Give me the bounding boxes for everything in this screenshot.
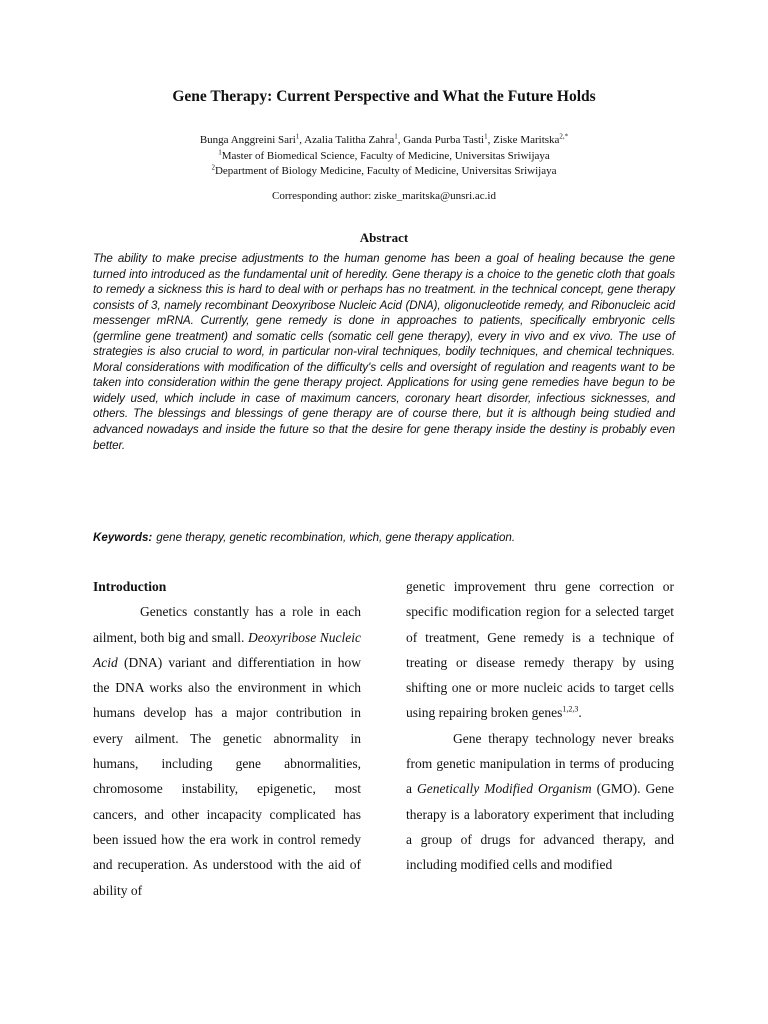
author-name: Ziske Maritska bbox=[493, 134, 560, 146]
author-name: Ganda Purba Tasti bbox=[403, 134, 485, 146]
abstract-text: The ability to make precise adjustments to the human genome has been a goal of healing because the gene turned into introduced as the fundamental unit of heredity. Gene therapy is a choice to the genetic cloth that goals to remedy a sickness this is hard to deal with or perhaps has no treatment. in the technical concept, gene therapy consists of 3, namely recombinant Deoxyribose Nucleic Acid (DNA), oligonucleotide remedy, and Ribonucleic acid messenger mRNA. Currently, gene remedy is done in approaches to patients, specifically embryonic cells (germline gene treatment) and somatic cells (somatic cell gene therapy), every in vivo and ex vivo. The use of strategies is also crucial to word, in particular non-viral techniques, bodily techniques, and chemical techniques. Moral considerations with modification of the difficulty's cells and oversight of regulation and reagents want to be taken into consideration within the gene therapy project. Applications for using gene remedies have begun to be widely used, which include in case of maximum cancers, coronary heart disorder, infectious sicknesses, and others. The blessings and blessings of gene therapy are of course there, but it is although being studied and advanced nowadays and inside the future so that the desire for gene therapy inside the destiny is probably even better. bbox=[93, 252, 675, 452]
paragraph-text: Gene therapy technology never breaks from genetic manipulation in terms of producing a bbox=[406, 730, 674, 797]
affiliation-text: Department of Biology Medicine, Faculty of Medicine, Universitas Sriwijaya bbox=[214, 165, 557, 177]
continued-paragraph bbox=[406, 574, 674, 726]
author-affiliation-mark: 1 bbox=[484, 132, 488, 141]
affiliation-mark: 1 bbox=[218, 147, 222, 156]
paragraph-text: (GMO). Gene therapy is a laboratory experiment that including a group of drugs for advanced therapy, and including modified cells and modified bbox=[406, 781, 674, 873]
abstract-heading: Abstract bbox=[359, 230, 409, 245]
keywords-line bbox=[93, 531, 675, 544]
paragraph-emphasis: Deoxyribose Nucleic Acid bbox=[93, 629, 361, 670]
keywords-text: gene therapy, genetic recombination, which, gene therapy application. bbox=[156, 531, 516, 544]
right-column bbox=[406, 574, 674, 878]
author-affiliation-mark: 1 bbox=[295, 132, 300, 141]
author-name: Bunga Anggreini Sari bbox=[199, 134, 296, 146]
citation-superscript: 1,2,3 bbox=[562, 704, 579, 714]
paper-title: Gene Therapy: Current Perspective and What the Future Holds bbox=[172, 88, 596, 105]
paragraph-text: genetic improvement thru gene correction or specific modification region for a selected target of treatment, Gene remedy is a technique of treating or disease remedy therapy by using shifting one or more nucleic acids to target cells using repairing broken genes bbox=[406, 579, 674, 721]
affiliation-mark: 2 bbox=[211, 163, 215, 172]
intro-paragraph bbox=[93, 599, 361, 903]
paragraph-emphasis: Genetically Modified Organism bbox=[417, 781, 592, 797]
body-paragraph bbox=[406, 726, 674, 878]
affiliation-text: Master of Biomedical Science, Faculty of Medicine, Universitas Sriwijaya bbox=[221, 149, 550, 162]
author-block bbox=[60, 133, 708, 180]
affiliation-line bbox=[60, 149, 708, 165]
author-name: Azalia Talitha Zahra bbox=[304, 134, 395, 146]
affiliation-line bbox=[60, 164, 708, 180]
left-column bbox=[93, 574, 361, 903]
paragraph-text: (DNA) variant and differentiation in how the DNA works also the environment in which humans develop has a major contribution in every ailment. The genetic abnormality in humans, including gene abnormalities, chromosome instability, epigenetic, most cancers, and other incapacity complicated has been issued how the era work in control remedy and recuperation. As understood with the aid of ability of bbox=[93, 654, 361, 898]
corresponding-author: Corresponding author: ziske_maritska@unsri.ac.id bbox=[272, 190, 496, 202]
introduction-heading: Introduction bbox=[93, 579, 167, 594]
author-affiliation-mark: 2,* bbox=[559, 132, 569, 141]
keywords-label: Keywords: bbox=[93, 531, 153, 544]
paragraph-text: Genetics constantly has a role in each ailment, both big and small. bbox=[93, 604, 361, 645]
author-list: Bunga Anggreini Sari$^1$, Azalia Talitha Zahra$^1$, Ganda Purba Tasti$^1$, Ziske Maritska$^{2,*}$ bbox=[199, 132, 569, 146]
author-affiliation-mark: 1 bbox=[394, 132, 398, 141]
paragraph-text: . bbox=[578, 705, 582, 721]
